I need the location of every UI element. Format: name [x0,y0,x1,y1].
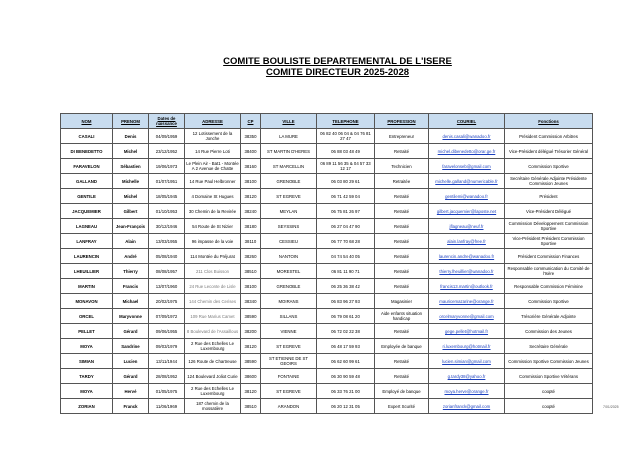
cell-prenom: Jean-François [113,219,149,234]
cell-prenom: Michelle [113,174,149,189]
email-link[interactable]: ri.luxembourg@hotmail.fr [442,343,491,349]
table-row [61,159,593,174]
cell-email[interactable] [429,234,505,249]
cell-ville: ST EGREVE [261,384,317,399]
cell-telephone: 06 88 03 48 49 [317,144,375,159]
cell-email[interactable] [429,264,505,279]
cell-adresse: 2 Rue des Echelles Le Luxembourg [185,384,241,399]
cell-ville: SILLANS [261,309,317,324]
email-link[interactable]: alain.lanfray@free.fr [447,238,486,244]
cell-fonction: Commission Développement Commission Sportive [505,219,593,234]
cell-cp: 38120 [241,189,261,204]
cell-email[interactable] [429,399,505,414]
cell-telephone: 06 27 04 47 90 [317,219,375,234]
document-header [0,56,640,78]
cell-cp: 38100 [241,279,261,294]
cell-ville: CESSIEU [261,234,317,249]
cell-cp: 38180 [241,219,261,234]
cell-nom: CASALI [61,129,113,144]
cell-profession: Retraité [375,219,429,234]
cell-adresse: Le Plein Air - Bat1 - Montée A 2 Avenue de Chatte [185,159,241,174]
cell-email[interactable] [429,324,505,339]
cell-fonction: Trésorière Générale Adjointe [505,309,593,324]
cell-nom: LAURENCIN [61,249,113,264]
cell-email[interactable] [429,309,505,324]
cell-date: 04/09/1959 [149,129,185,144]
cell-email[interactable] [429,189,505,204]
cell-telephone: 06 30 90 59 48 [317,369,375,384]
cell-email[interactable] [429,354,505,369]
cell-email[interactable] [429,384,505,399]
table-row [61,369,593,384]
cell-ville: MORESTEL [261,264,317,279]
cell-nom: JACQUEMIER [61,204,113,219]
cell-fonction: Vice-Président Délégué [505,204,593,219]
cell-profession: Retraité [375,249,429,264]
cell-nom: GENTILE [61,189,113,204]
cell-prenom: Michel [113,144,149,159]
table-row [61,399,593,414]
cell-telephone: 04 74 54 40 05 [317,249,375,264]
cell-adresse: 96 impasse de la voie [185,234,241,249]
cell-telephone: 06 72 02 22 38 [317,324,375,339]
cell-date: 13/03/1955 [149,234,185,249]
cell-nom: MONAVON [61,294,113,309]
cell-telephone: 06 82 40 06 04 & 04 76 81 27 47 [317,129,375,144]
cell-adresse: 8 Boulevard de l'Assaillous [185,324,241,339]
email-link[interactable]: g.tardy38@yahoo.fr [447,373,486,379]
cell-profession: Employée de banque [375,339,429,354]
cell-date: 01/10/1953 [149,204,185,219]
cell-adresse: 187 chemin de la mossatière [185,399,241,414]
email-link[interactable]: faravelonseb@gmail.com [442,163,491,169]
cell-adresse: 4 Domaine St Hugues [185,189,241,204]
cell-telephone: 06 79 08 61 20 [317,309,375,324]
cell-prenom: Michael [113,294,149,309]
cell-cp: 38160 [241,159,261,174]
cell-fonction: Vice-Président délégué Trésorier Général [505,144,593,159]
cell-email[interactable] [429,129,505,144]
email-link[interactable]: gege.pellet@hotmail.fr [444,328,489,334]
cell-telephone: 06 71 42 59 04 [317,189,375,204]
cell-prenom: Sébastien [113,159,149,174]
cell-cp: 38340 [241,294,261,309]
cell-adresse: 14 Rue Paul Helbronner [185,174,241,189]
cell-fonction: Commission Sportive [505,159,593,174]
cell-nom: ZORIAN [61,399,113,414]
col-header-ville: VILLE [261,114,317,129]
cell-prenom: Maryvonne [113,309,149,324]
cell-profession: Entrepreneur [375,129,429,144]
col-header-cp: CP [241,114,261,129]
email-link[interactable]: gentilemi@wanadoo.fr [445,193,488,199]
col-header-date: Dates de naissance [149,114,185,129]
cell-prenom: Hervé [113,384,149,399]
cell-nom: GALLAND [61,174,113,189]
email-link[interactable]: thierry.lheuillier@wanadoo.fr [439,268,494,274]
cell-adresse: 24 Rue Leconte de Lisle [185,279,241,294]
email-link[interactable]: francis13.martin@outlook.fr [440,283,493,289]
cell-telephone: 06 83 96 27 93 [317,294,375,309]
cell-cp: 38400 [241,144,261,159]
cell-date: 09/03/1979 [149,339,185,354]
cell-email[interactable] [429,144,505,159]
cell-profession: Retraité [375,264,429,279]
table-row [61,189,593,204]
cell-telephone: 06 48 17 59 93 [317,339,375,354]
table-row [61,129,593,144]
cell-profession: Magasinier [375,294,429,309]
cell-fonction: Commission Sportive [505,294,593,309]
cell-email[interactable] [429,174,505,189]
cell-telephone: 06 03 80 29 61 [317,174,375,189]
cell-fonction: Vice-Président Président Commission Sportive [505,234,593,249]
col-header-profession: PROFESSION [375,114,429,129]
cell-email[interactable] [429,339,505,354]
cell-nom: LHEUILLIER [61,264,113,279]
cell-fonction: Président [505,189,593,204]
cell-nom: DI BENEDETTO [61,144,113,159]
cell-fonction: Secrétaire Générale [505,339,593,354]
col-header-nom: NOM [61,114,113,129]
cell-adresse: 144 Chemin des Cerises [185,294,241,309]
cell-date: 18/05/1945 [149,189,185,204]
cell-prenom: Alain [113,234,149,249]
cell-date: 19/06/1973 [149,159,185,174]
cell-cp: 38600 [241,369,261,384]
cell-date: 30/12/1946 [149,219,185,234]
col-header-fonctions: Fonctions [505,114,593,129]
cell-nom: MARTIN [61,279,113,294]
cell-profession: Retraitée [375,174,429,189]
cell-profession: Retraité [375,234,429,249]
footer-date: 7/01/2025 [603,405,619,409]
cell-nom: TARDY [61,369,113,384]
cell-cp: 38110 [241,234,261,249]
cell-telephone: 06 62 60 99 61 [317,354,375,369]
cell-ville: ST EGREVE [261,189,317,204]
table-row [61,384,593,399]
document-title: COMITE BOULISTE DEPARTEMENTAL DE L'ISERE [223,56,452,67]
cell-date: 20/02/1975 [149,294,185,309]
cell-email[interactable] [429,204,505,219]
cell-cp: 38100 [241,174,261,189]
document-subtitle: COMITE DIRECTEUR 2025-2028 [265,67,410,78]
cell-ville: ST MARCELLIN [261,159,317,174]
cell-ville: NANTOIN [261,249,317,264]
cell-cp: 38240 [241,204,261,219]
cell-nom: MOYA [61,384,113,399]
cell-ville: VIENNE [261,324,317,339]
email-link[interactable]: lucien.simian@gmail.com [442,358,491,364]
cell-cp: 38510 [241,399,261,414]
cell-email[interactable] [429,159,505,174]
cell-fonction: Président Commission Finances [505,249,593,264]
email-link[interactable]: laurencin.andre@wanadoo.fr [438,253,495,259]
table-row [61,264,593,279]
cell-date: 13/07/1960 [149,279,185,294]
cell-email[interactable] [429,369,505,384]
cell-fonction: Président Commission Arbitres [505,129,593,144]
cell-profession: Retraité [375,189,429,204]
cell-cp: 38590 [241,354,261,369]
cell-fonction: Responsable Commission Féminine [505,279,593,294]
cell-prenom: Michel [113,189,149,204]
table-row [61,354,593,369]
cell-fonction: Commission Sportive Commission Jeunes [505,354,593,369]
email-link[interactable]: gilbert.jacquemier@laposte.net [436,208,497,214]
cell-fonction: Commission des Jeunes [505,324,593,339]
table-row [61,219,593,234]
cell-prenom: Gilbert [113,204,149,219]
cell-ville: ARANDON [261,399,317,414]
cell-adresse: 2 Rue des Echelles Le Luxembourg [185,339,241,354]
cell-date: 01/05/1975 [149,384,185,399]
cell-ville: FONTAINE [261,369,317,384]
cell-nom: ORCEL [61,309,113,324]
cell-date: 01/07/1951 [149,174,185,189]
cell-cp: 38120 [241,384,261,399]
cell-prenom: Lucien [113,354,149,369]
cell-nom: LAGNEAU [61,219,113,234]
cell-prenom: Denis [113,129,149,144]
cell-adresse: 114 Montée du Préjurat [185,249,241,264]
cell-adresse: 109 Rue Marius Camet [185,309,241,324]
col-header-telephone: TELEPHONE [317,114,375,129]
cell-profession: Retraité [375,354,429,369]
cell-telephone: 06 75 81 26 97 [317,204,375,219]
cell-profession: Retraité [375,279,429,294]
table-row [61,324,593,339]
table-row [61,174,593,189]
email-link[interactable]: jflagneau@neuf.fr [449,223,484,229]
cell-email[interactable] [429,249,505,264]
cell-adresse: 126 Route de Chartreuse [185,354,241,369]
cell-telephone: 06 81 11 90 71 [317,264,375,279]
table-header-row [61,114,593,129]
cell-ville: ST EGREVE [261,339,317,354]
cell-telephone: 06 25 36 38 42 [317,279,375,294]
cell-ville: GRENOBLE [261,279,317,294]
cell-ville: GRENOBLE [261,174,317,189]
cell-nom: FARAVELON [61,159,113,174]
cell-nom: SIMIAN [61,354,113,369]
table-body [61,129,593,414]
cell-date: 13/11/1944 [149,354,185,369]
cell-telephone: 06 33 76 21 00 [317,384,375,399]
cell-email[interactable] [429,219,505,234]
table-row [61,279,593,294]
cell-telephone: 06 89 11 56 35 & 04 57 33 12 17 [317,159,375,174]
cell-adresse: 124 Boulevard Joliot Curie [185,369,241,384]
cell-adresse: 14 Rue Pierre Loti [185,144,241,159]
cell-telephone: 06 20 12 31 05 [317,399,375,414]
cell-profession: Retraité [375,144,429,159]
cell-profession: Retraité [375,324,429,339]
cell-fonction: Commission Sportive Vétérans [505,369,593,384]
cell-adresse: 211 Clos Buisson [185,264,241,279]
col-header-adresse: ADRESSE [185,114,241,129]
table-row [61,144,593,159]
cell-ville: MEYLAN [261,204,317,219]
email-link[interactable]: denis.casali@wanadoo.fr [442,133,491,139]
cell-prenom: Gérard [113,369,149,384]
cell-fonction: coopté [505,384,593,399]
table-row [61,294,593,309]
cell-cp: 38260 [241,249,261,264]
cell-nom: PELLET [61,324,113,339]
cell-ville: MOIRANS [261,294,317,309]
cell-cp: 38350 [241,129,261,144]
cell-ville: ST ETIENNE DE ST GEOIRS [261,354,317,369]
cell-profession: Employé de banque [375,384,429,399]
cell-fonction: Secrétaire Générale Adjointe Présidente Commission Jeunes [505,174,593,189]
cell-cp: 38200 [241,324,261,339]
cell-nom: LANFRAY [61,234,113,249]
email-link[interactable]: moya.herve@orange.fr [444,388,489,394]
cell-ville: ST MARTIN D'HERES [261,144,317,159]
cell-adresse: 12 Lotissement de la Jonche [185,129,241,144]
cell-profession: Expert Scurité [375,399,429,414]
cell-cp: 38590 [241,309,261,324]
cell-adresse: 30 Chemin de la Revirée [185,204,241,219]
cell-telephone: 06 77 70 68 28 [317,234,375,249]
cell-cp: 38120 [241,339,261,354]
cell-prenom: Sandrine [113,339,149,354]
cell-fonction: coopté [505,399,593,414]
cell-date: 23/12/1952 [149,144,185,159]
cell-ville: LA MURE [261,129,317,144]
table-row [61,249,593,264]
email-link[interactable]: orcelmaryvonne@gmail.com [439,313,494,319]
cell-profession: Aide enfants situation handicap [375,309,429,324]
table-row [61,204,593,219]
cell-email[interactable] [429,279,505,294]
cell-ville: SEYSSINS [261,219,317,234]
email-link[interactable]: zorianfranck@gmail.com [442,403,491,409]
cell-profession: Technicien [375,159,429,174]
cell-date: 05/08/1940 [149,249,185,264]
table-row [61,309,593,324]
cell-date: 09/06/1955 [149,324,185,339]
cell-prenom: Franck [113,399,149,414]
cell-fonction: Responsable communication du Comité de l'Isère [505,264,593,279]
cell-cp: 38510 [241,264,261,279]
cell-prenom: André [113,249,149,264]
table-row [61,339,593,354]
email-link[interactable]: michelle.galland@numericable.fr [435,178,498,184]
email-link[interactable]: mauricemazarine@orange.fr [439,298,494,304]
cell-nom: MOYA [61,339,113,354]
cell-date: 08/08/1957 [149,264,185,279]
col-header-prenom: PRENOM [113,114,149,129]
cell-prenom: Gérard [113,324,149,339]
cell-email[interactable] [429,294,505,309]
cell-date: 07/09/1972 [149,309,185,324]
cell-date: 28/08/1952 [149,369,185,384]
cell-adresse: 54 Route de St Nizier [185,219,241,234]
cell-date: 11/06/1969 [149,399,185,414]
col-header-couriel: COURIEL [429,114,505,129]
members-table [60,113,593,414]
cell-profession: Retraité [375,204,429,219]
cell-profession: Retraité [375,369,429,384]
cell-prenom: Francis [113,279,149,294]
email-link[interactable]: michel.dibenedetto@orar.ge.fr [437,148,496,154]
table-row [61,234,593,249]
cell-prenom: Thierry [113,264,149,279]
